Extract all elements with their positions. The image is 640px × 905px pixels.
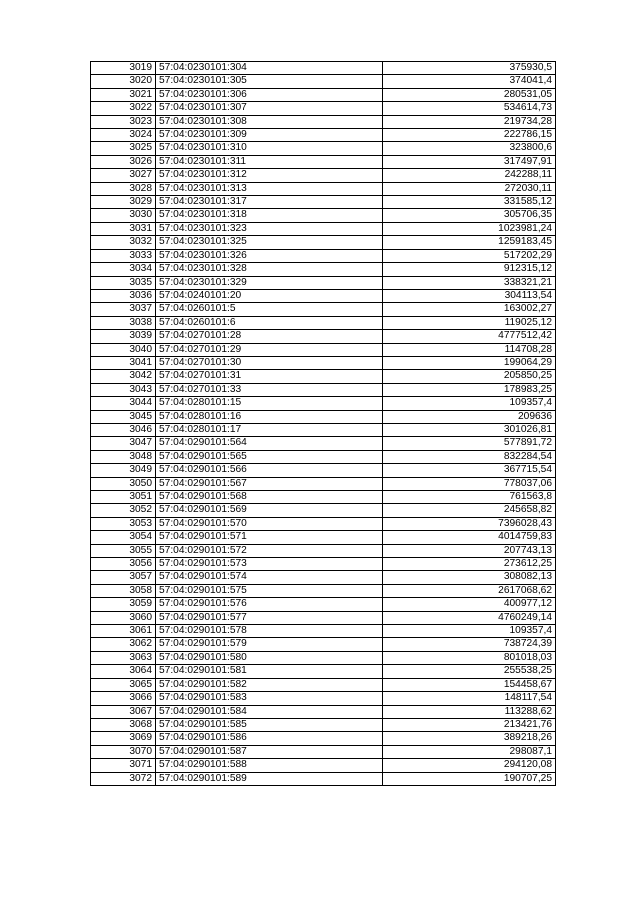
- row-number-cell: 3064: [91, 665, 156, 678]
- table-row: [91, 464, 556, 477]
- table-row: [91, 330, 556, 343]
- cadastral-value-cell: 2617068,62: [383, 584, 556, 597]
- table-row: [91, 665, 556, 678]
- cadastral-number-cell: 57:04:0230101:309: [156, 129, 383, 142]
- cadastral-value-cell: 7396028,43: [383, 517, 556, 530]
- table-row: [91, 745, 556, 758]
- row-number-cell: 3033: [91, 249, 156, 262]
- table-row: [91, 531, 556, 544]
- cadastral-value-cell: 119025,12: [383, 316, 556, 329]
- cadastral-value-cell: 109357,4: [383, 397, 556, 410]
- cadastral-value-cell: 832284,54: [383, 450, 556, 463]
- table-row: [91, 678, 556, 691]
- table-row: [91, 276, 556, 289]
- cadastral-value-cell: 389218,26: [383, 732, 556, 745]
- table-row: [91, 705, 556, 718]
- table-row: [91, 263, 556, 276]
- row-number-cell: 3063: [91, 651, 156, 664]
- cadastral-value-cell: 273612,25: [383, 558, 556, 571]
- table-row: [91, 383, 556, 396]
- row-number-cell: 3066: [91, 692, 156, 705]
- cadastral-number-cell: 57:04:0290101:575: [156, 584, 383, 597]
- cadastral-value-cell: 280531,05: [383, 88, 556, 101]
- row-number-cell: 3020: [91, 75, 156, 88]
- table-row: [91, 169, 556, 182]
- cadastral-value-cell: 308082,13: [383, 571, 556, 584]
- table-row: [91, 651, 556, 664]
- cadastral-value-cell: 178983,25: [383, 383, 556, 396]
- table-row: [91, 155, 556, 168]
- row-number-cell: 3052: [91, 504, 156, 517]
- cadastral-number-cell: 57:04:0290101:585: [156, 718, 383, 731]
- cadastral-number-cell: 57:04:0290101:567: [156, 477, 383, 490]
- cadastral-number-cell: 57:04:0230101:305: [156, 75, 383, 88]
- row-number-cell: 3070: [91, 745, 156, 758]
- cadastral-number-cell: 57:04:0280101:16: [156, 410, 383, 423]
- table-row: [91, 289, 556, 302]
- row-number-cell: 3027: [91, 169, 156, 182]
- table-row: [91, 316, 556, 329]
- table-row: [91, 88, 556, 101]
- cadastral-value-cell: 331585,12: [383, 196, 556, 209]
- table-row: [91, 129, 556, 142]
- table-row: [91, 209, 556, 222]
- cadastral-value-cell: 199064,29: [383, 356, 556, 369]
- row-number-cell: 3023: [91, 115, 156, 128]
- cadastral-value-cell: 801018,03: [383, 651, 556, 664]
- cadastral-value-cell: 190707,25: [383, 772, 556, 785]
- row-number-cell: 3028: [91, 182, 156, 195]
- cadastral-number-cell: 57:04:0270101:31: [156, 370, 383, 383]
- cadastral-number-cell: 57:04:0230101:308: [156, 115, 383, 128]
- cadastral-number-cell: 57:04:0230101:325: [156, 236, 383, 249]
- row-number-cell: 3055: [91, 544, 156, 557]
- table-row: [91, 718, 556, 731]
- cadastral-value-cell: 242288,11: [383, 169, 556, 182]
- cadastral-number-cell: 57:04:0280101:17: [156, 423, 383, 436]
- cadastral-number-cell: 57:04:0230101:310: [156, 142, 383, 155]
- table-row: [91, 356, 556, 369]
- table-row: [91, 62, 556, 75]
- cadastral-number-cell: 57:04:0230101:313: [156, 182, 383, 195]
- table-row: [91, 102, 556, 115]
- table-row: [91, 772, 556, 785]
- table-row: [91, 759, 556, 772]
- cadastral-number-cell: 57:04:0230101:318: [156, 209, 383, 222]
- cadastral-value-cell: 367715,54: [383, 464, 556, 477]
- cadastral-number-cell: 57:04:0290101:574: [156, 571, 383, 584]
- cadastral-number-cell: 57:04:0230101:329: [156, 276, 383, 289]
- table-row: [91, 692, 556, 705]
- cadastral-number-cell: 57:04:0290101:586: [156, 732, 383, 745]
- cadastral-number-cell: 57:04:0290101:581: [156, 665, 383, 678]
- cadastral-value-cell: 738724,39: [383, 638, 556, 651]
- table-row: [91, 450, 556, 463]
- row-number-cell: 3054: [91, 531, 156, 544]
- cadastral-number-cell: 57:04:0260101:5: [156, 303, 383, 316]
- row-number-cell: 3026: [91, 155, 156, 168]
- cadastral-number-cell: 57:04:0290101:565: [156, 450, 383, 463]
- cadastral-value-cell: 778037,06: [383, 477, 556, 490]
- table-row: [91, 303, 556, 316]
- table-body: [91, 62, 556, 786]
- row-number-cell: 3041: [91, 356, 156, 369]
- cadastral-number-cell: 57:04:0230101:307: [156, 102, 383, 115]
- row-number-cell: 3029: [91, 196, 156, 209]
- table-row: [91, 504, 556, 517]
- row-number-cell: 3025: [91, 142, 156, 155]
- cadastral-number-cell: 57:04:0290101:570: [156, 517, 383, 530]
- cadastral-value-cell: 222786,15: [383, 129, 556, 142]
- cadastral-number-cell: 57:04:0230101:312: [156, 169, 383, 182]
- cadastral-number-cell: 57:04:0290101:566: [156, 464, 383, 477]
- cadastral-number-cell: 57:04:0290101:564: [156, 437, 383, 450]
- cadastral-value-cell: 534614,73: [383, 102, 556, 115]
- cadastral-number-cell: 57:04:0290101:576: [156, 598, 383, 611]
- cadastral-value-cell: 305706,35: [383, 209, 556, 222]
- row-number-cell: 3032: [91, 236, 156, 249]
- row-number-cell: 3059: [91, 598, 156, 611]
- table-row: [91, 397, 556, 410]
- row-number-cell: 3067: [91, 705, 156, 718]
- cadastral-value-cell: 114708,28: [383, 343, 556, 356]
- cadastral-value-cell: 113288,62: [383, 705, 556, 718]
- cadastral-value-cell: 298087,1: [383, 745, 556, 758]
- row-number-cell: 3022: [91, 102, 156, 115]
- table-row: [91, 142, 556, 155]
- cadastral-value-cell: 272030,11: [383, 182, 556, 195]
- cadastral-number-cell: 57:04:0290101:577: [156, 611, 383, 624]
- cadastral-value-table: [90, 61, 556, 786]
- table-row: [91, 638, 556, 651]
- cadastral-number-cell: 57:04:0230101:323: [156, 222, 383, 235]
- table-row: [91, 182, 556, 195]
- row-number-cell: 3042: [91, 370, 156, 383]
- table-row: [91, 571, 556, 584]
- row-number-cell: 3039: [91, 330, 156, 343]
- table-row: [91, 477, 556, 490]
- cadastral-value-cell: 245658,82: [383, 504, 556, 517]
- cadastral-number-cell: 57:04:0290101:580: [156, 651, 383, 664]
- table-row: [91, 115, 556, 128]
- cadastral-number-cell: 57:04:0290101:573: [156, 558, 383, 571]
- cadastral-number-cell: 57:04:0270101:28: [156, 330, 383, 343]
- cadastral-number-cell: 57:04:0270101:29: [156, 343, 383, 356]
- table-row: [91, 584, 556, 597]
- row-number-cell: 3031: [91, 222, 156, 235]
- cadastral-number-cell: 57:04:0270101:33: [156, 383, 383, 396]
- cadastral-value-cell: 374041,4: [383, 75, 556, 88]
- table-row: [91, 343, 556, 356]
- cadastral-value-cell: 317497,91: [383, 155, 556, 168]
- cadastral-value-cell: 517202,29: [383, 249, 556, 262]
- cadastral-value-cell: 163002,27: [383, 303, 556, 316]
- cadastral-value-cell: 1259183,45: [383, 236, 556, 249]
- table-row: [91, 222, 556, 235]
- row-number-cell: 3061: [91, 625, 156, 638]
- row-number-cell: 3051: [91, 491, 156, 504]
- row-number-cell: 3037: [91, 303, 156, 316]
- cadastral-number-cell: 57:04:0230101:326: [156, 249, 383, 262]
- cadastral-value-cell: 4777512,42: [383, 330, 556, 343]
- cadastral-number-cell: 57:04:0290101:578: [156, 625, 383, 638]
- cadastral-number-cell: 57:04:0290101:587: [156, 745, 383, 758]
- row-number-cell: 3053: [91, 517, 156, 530]
- cadastral-value-cell: 294120,08: [383, 759, 556, 772]
- cadastral-value-cell: 219734,28: [383, 115, 556, 128]
- table-row: [91, 410, 556, 423]
- row-number-cell: 3062: [91, 638, 156, 651]
- cadastral-value-cell: 213421,76: [383, 718, 556, 731]
- cadastral-number-cell: 57:04:0290101:589: [156, 772, 383, 785]
- cadastral-value-cell: 109357,4: [383, 625, 556, 638]
- cadastral-number-cell: 57:04:0290101:569: [156, 504, 383, 517]
- cadastral-number-cell: 57:04:0290101:568: [156, 491, 383, 504]
- table-row: [91, 544, 556, 557]
- cadastral-value-cell: 375930,5: [383, 62, 556, 75]
- row-number-cell: 3038: [91, 316, 156, 329]
- cadastral-number-cell: 57:04:0290101:588: [156, 759, 383, 772]
- row-number-cell: 3057: [91, 571, 156, 584]
- row-number-cell: 3019: [91, 62, 156, 75]
- row-number-cell: 3030: [91, 209, 156, 222]
- row-number-cell: 3036: [91, 289, 156, 302]
- cadastral-number-cell: 57:04:0280101:15: [156, 397, 383, 410]
- cadastral-value-cell: 4014759,83: [383, 531, 556, 544]
- cadastral-number-cell: 57:04:0290101:584: [156, 705, 383, 718]
- row-number-cell: 3056: [91, 558, 156, 571]
- row-number-cell: 3021: [91, 88, 156, 101]
- cadastral-number-cell: 57:04:0290101:579: [156, 638, 383, 651]
- cadastral-value-cell: 207743,13: [383, 544, 556, 557]
- cadastral-value-cell: 761563,8: [383, 491, 556, 504]
- cadastral-value-cell: 304113,54: [383, 289, 556, 302]
- cadastral-value-cell: 301026,81: [383, 423, 556, 436]
- row-number-cell: 3045: [91, 410, 156, 423]
- cadastral-value-cell: 154458,67: [383, 678, 556, 691]
- table-row: [91, 558, 556, 571]
- cadastral-value-cell: 255538,25: [383, 665, 556, 678]
- cadastral-value-cell: 148117,54: [383, 692, 556, 705]
- cadastral-number-cell: 57:04:0290101:572: [156, 544, 383, 557]
- table-row: [91, 491, 556, 504]
- cadastral-value-cell: 323800,6: [383, 142, 556, 155]
- row-number-cell: 3049: [91, 464, 156, 477]
- table-row: [91, 423, 556, 436]
- table-row: [91, 370, 556, 383]
- cadastral-value-cell: 205850,25: [383, 370, 556, 383]
- row-number-cell: 3060: [91, 611, 156, 624]
- row-number-cell: 3044: [91, 397, 156, 410]
- row-number-cell: 3065: [91, 678, 156, 691]
- row-number-cell: 3046: [91, 423, 156, 436]
- cadastral-number-cell: 57:04:0230101:311: [156, 155, 383, 168]
- table-row: [91, 732, 556, 745]
- cadastral-number-cell: 57:04:0290101:571: [156, 531, 383, 544]
- table-row: [91, 249, 556, 262]
- cadastral-number-cell: 57:04:0260101:6: [156, 316, 383, 329]
- row-number-cell: 3069: [91, 732, 156, 745]
- cadastral-value-cell: 912315,12: [383, 263, 556, 276]
- table-row: [91, 598, 556, 611]
- cadastral-number-cell: 57:04:0290101:582: [156, 678, 383, 691]
- table-row: [91, 611, 556, 624]
- cadastral-value-cell: 400977,12: [383, 598, 556, 611]
- row-number-cell: 3058: [91, 584, 156, 597]
- row-number-cell: 3035: [91, 276, 156, 289]
- cadastral-number-cell: 57:04:0230101:306: [156, 88, 383, 101]
- row-number-cell: 3024: [91, 129, 156, 142]
- row-number-cell: 3072: [91, 772, 156, 785]
- cadastral-value-cell: 4760249,14: [383, 611, 556, 624]
- row-number-cell: 3071: [91, 759, 156, 772]
- table-row: [91, 517, 556, 530]
- row-number-cell: 3040: [91, 343, 156, 356]
- cadastral-number-cell: 57:04:0240101:20: [156, 289, 383, 302]
- cadastral-number-cell: 57:04:0230101:317: [156, 196, 383, 209]
- row-number-cell: 3043: [91, 383, 156, 396]
- row-number-cell: 3068: [91, 718, 156, 731]
- row-number-cell: 3047: [91, 437, 156, 450]
- table-row: [91, 625, 556, 638]
- cadastral-number-cell: 57:04:0270101:30: [156, 356, 383, 369]
- cadastral-value-cell: 1023981,24: [383, 222, 556, 235]
- table-row: [91, 75, 556, 88]
- cadastral-value-cell: 209636: [383, 410, 556, 423]
- table-row: [91, 236, 556, 249]
- row-number-cell: 3034: [91, 263, 156, 276]
- table-row: [91, 437, 556, 450]
- cadastral-value-cell: 338321,21: [383, 276, 556, 289]
- row-number-cell: 3050: [91, 477, 156, 490]
- cadastral-number-cell: 57:04:0230101:328: [156, 263, 383, 276]
- row-number-cell: 3048: [91, 450, 156, 463]
- cadastral-value-cell: 577891,72: [383, 437, 556, 450]
- cadastral-number-cell: 57:04:0290101:583: [156, 692, 383, 705]
- table-row: [91, 196, 556, 209]
- cadastral-number-cell: 57:04:0230101:304: [156, 62, 383, 75]
